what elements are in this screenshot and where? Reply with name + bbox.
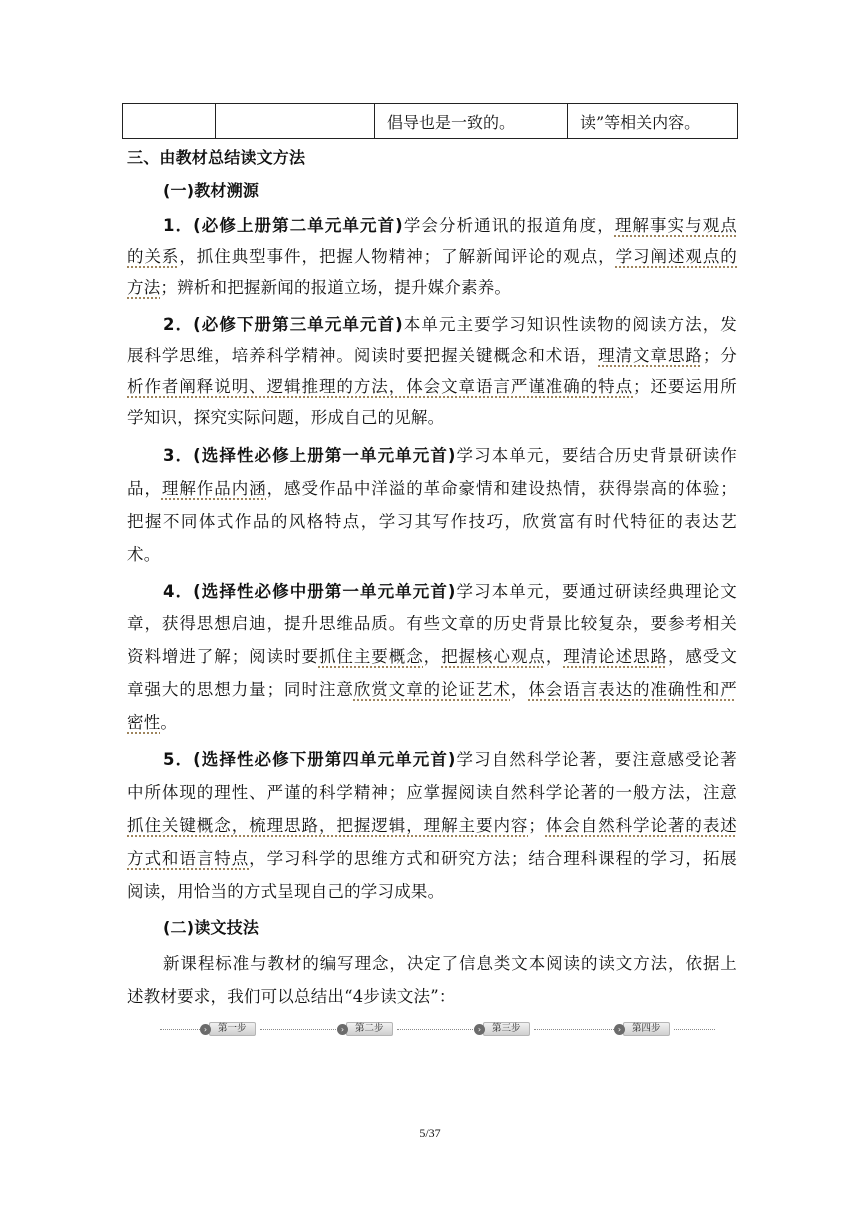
item-5-line-4 (127, 845, 737, 869)
underlined-text: 析作者阐释说明、逻辑推理的方法，体会文章语言严谨准确的特点 (127, 377, 634, 396)
underlined-text: 理清文章思路 (598, 346, 703, 365)
item-4-line-1 (163, 578, 737, 602)
item-number: 4． (163, 582, 194, 601)
underlined-text: 的关系 (127, 247, 180, 266)
item-source: (选择性必修中册第一单元单元首) (193, 582, 456, 601)
step-4 (614, 1022, 672, 1036)
text: ； (528, 816, 546, 835)
underlined-text: 抓住关键概念，梳理思路，把握逻辑，理解主要内容 (127, 816, 529, 835)
text: 。 (160, 713, 178, 732)
dotted-connector (674, 1029, 715, 1030)
table-cell: 倡导也是一致的。 (375, 104, 568, 139)
text: ；还要运用所 (633, 377, 737, 396)
underlined-text: 方法 (127, 278, 161, 297)
underlined-text: 理清论述思路 (563, 647, 668, 666)
subsection-heading: (一)教材溯源 (163, 181, 260, 200)
underlined-text: 密性 (127, 713, 161, 732)
text: 展科学思维，培养科学精神。阅读时要把握关键概念和术语， (127, 346, 599, 365)
item-2-line-2 (127, 342, 737, 366)
item-number: 3． (163, 446, 194, 465)
table-cell: 读”等相关内容。 (568, 104, 738, 139)
section-heading: 三、由教材总结读文方法 (127, 148, 306, 167)
item-source: (必修下册第三单元单元首) (193, 315, 403, 334)
arrow-circle-icon: › (337, 1024, 348, 1035)
item-4-line-5 (127, 709, 737, 733)
item-1-line-2 (127, 243, 737, 267)
dotted-connector (534, 1029, 614, 1030)
text: ；辨析和把握新闻的报道立场，提升媒介素养。 (160, 278, 512, 297)
item-number: 1． (163, 216, 194, 235)
table-row (123, 104, 738, 139)
text: 学习本单元，要通过研读经典理论文 (455, 582, 737, 601)
arrow-circle-icon: › (614, 1024, 625, 1035)
item-number: 2． (163, 315, 194, 334)
text: 资料增进了解；阅读时要 (127, 647, 319, 666)
text: 章强大的思想力量；同时注意 (127, 680, 354, 699)
underlined-text: 理解作品内涵 (161, 479, 267, 498)
text: ， (423, 647, 442, 666)
text: 章，获得思想启迪，提升思维品质。有些文章的历史背景比较复杂，要参考相关 (127, 614, 737, 633)
step-3 (474, 1022, 532, 1036)
item-3-line-2 (127, 475, 737, 499)
text: 学会分析通讯的报道角度， (402, 216, 615, 235)
text: 把握不同体式作品的风格特点，学习其写作技巧，欣赏富有时代特征的表达艺 (127, 512, 737, 531)
step-1 (200, 1022, 258, 1036)
underlined-text: 体会自然科学论著的表述 (545, 816, 737, 835)
text: 学习自然科学论著，要注意感受论著 (455, 750, 737, 769)
item-5-line-5 (127, 878, 737, 902)
item-1-line-1 (163, 212, 737, 236)
text: 术。 (127, 545, 161, 564)
item-source: (选择性必修下册第四单元单元首) (193, 750, 456, 769)
text: 本单元主要学习知识性读物的阅读方法，发 (402, 315, 737, 334)
text: 品， (127, 479, 162, 498)
item-3-line-1 (163, 442, 737, 466)
text: 阅读，用恰当的方式呈现自己的学习成果。 (127, 882, 445, 901)
step-label: 第四步 (623, 1022, 670, 1036)
text: ，感受作品中洋溢的革命豪情和建设热情，获得崇高的体验； (266, 479, 737, 498)
text: ， (545, 647, 564, 666)
item-4-line-4 (127, 676, 737, 700)
underlined-text: 理解事实与观点 (614, 216, 738, 235)
step-label: 第三步 (483, 1022, 530, 1036)
item-5-line-2 (127, 779, 737, 803)
item-5-line-3 (127, 812, 737, 836)
underlined-text: 方式和语言特点 (127, 849, 250, 868)
underlined-text: 抓住主要概念 (318, 647, 424, 666)
dotted-connector (260, 1029, 336, 1030)
text: ；分 (702, 346, 737, 365)
table-cell (123, 104, 216, 139)
item-4-line-3 (127, 643, 737, 667)
dotted-connector (397, 1029, 473, 1030)
item-2-line-3 (127, 373, 737, 397)
item-2-line-4 (127, 404, 737, 428)
item-4-line-2 (127, 610, 737, 634)
table-cell (216, 104, 375, 139)
underlined-text: 把握核心观点 (441, 647, 546, 666)
table-fragment (122, 103, 738, 139)
page-number: 5/37 (419, 1126, 441, 1140)
underlined-text: 体会语言表达的准确性和严 (528, 680, 737, 699)
item-5-line-1 (163, 746, 737, 770)
step-label: 第一步 (209, 1022, 256, 1036)
text: 学知识，探究实际问题，形成自己的见解。 (127, 408, 445, 427)
text: ，抓住典型事件，把握人物精神；了解新闻评论的观点， (179, 247, 616, 266)
text: ，学习科学的思维方式和研究方法；结合理科课程的学习，拓展 (249, 849, 737, 868)
underlined-text: 欣赏文章的论证艺术 (353, 680, 511, 699)
item-source: (必修上册第二单元单元首) (193, 216, 403, 235)
text: 学习本单元，要结合历史背景研读作 (455, 446, 737, 465)
item-3-line-3 (127, 508, 737, 532)
step-2 (337, 1022, 395, 1036)
item-1-line-3 (127, 274, 737, 298)
text: 中所体现的理性、严谨的科学精神；应掌握阅读自然科学论著的一般方法，注意 (127, 783, 737, 802)
text: ，感受文 (667, 647, 738, 666)
method-line-1: 新课程标准与教材的编写理念，决定了信息类文本阅读的读文方法，依据上 (163, 954, 737, 973)
method-line-2: 述教材要求，我们可以总结出“4步读文法”： (127, 987, 456, 1006)
item-3-line-4 (127, 541, 737, 565)
step-label: 第二步 (346, 1022, 393, 1036)
step-bar (160, 1022, 715, 1036)
subsection-heading: (二)读文技法 (163, 918, 260, 937)
item-number: 5． (163, 750, 194, 769)
arrow-circle-icon: › (200, 1024, 211, 1035)
underlined-text: 学习阐述观点的 (615, 247, 738, 266)
item-source: (选择性必修上册第一单元单元首) (193, 446, 456, 465)
text: ， (510, 680, 529, 699)
dotted-connector (160, 1029, 200, 1030)
item-2-line-1 (163, 311, 737, 335)
arrow-circle-icon: › (474, 1024, 485, 1035)
